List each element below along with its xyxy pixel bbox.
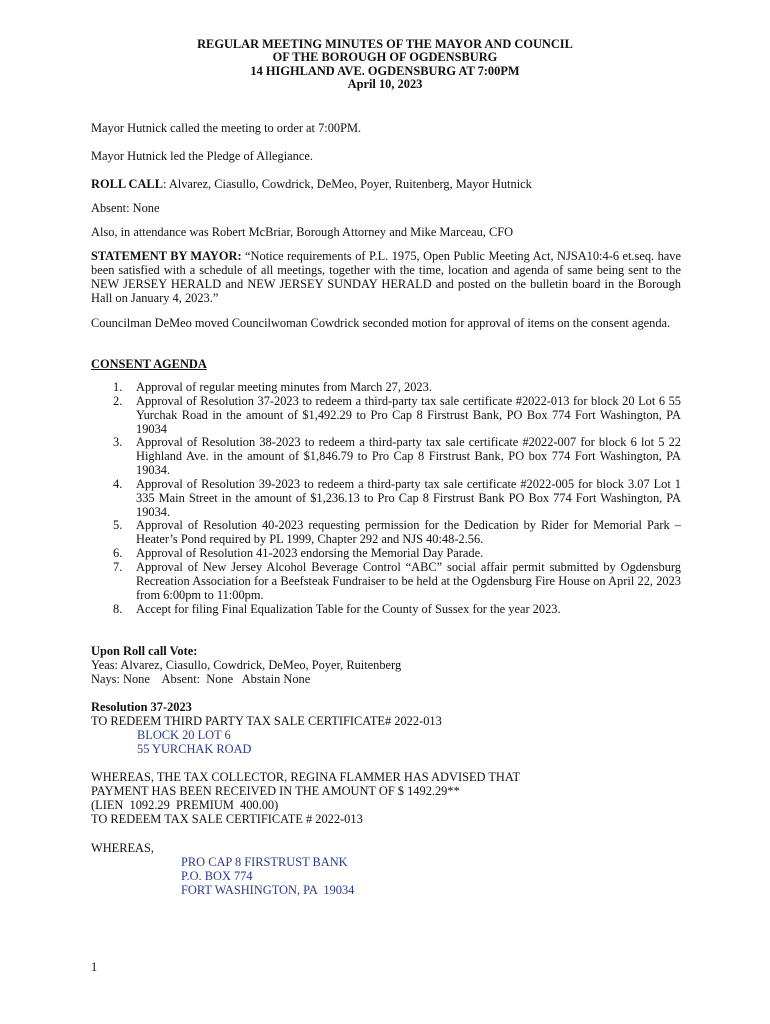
vote-nays: Nays: None Absent: None Abstain None bbox=[91, 672, 311, 686]
list-item: 3. Approval of Resolution 38-2023 to redeem a third-party tax sale certificate #2022-007 for block 6 lot 5 22 Highland Ave. in the amount of $1,846.79 to Pro Cap 8 Firstrust Bank, PO box 774 Fort Washington, PA 19034. bbox=[113, 435, 681, 478]
list-item: 4. Approval of Resolution 39-2023 to redeem a third-party tax sale certificate #2022-005 for block 3.07 Lot 1 335 Main Street in the amount of $1,236.13 to Pro Cap 8 Firstrust Bank PO Box 774 Fort Washington, PA 19034. bbox=[113, 476, 681, 519]
resolution-address: 55 YURCHAK ROAD bbox=[137, 742, 252, 756]
mayor-statement bbox=[91, 249, 681, 305]
consent-agenda-heading: CONSENT AGENDA bbox=[91, 357, 207, 371]
whereas-payee bbox=[91, 841, 681, 897]
consent-motion: Councilman DeMeo moved Councilwoman Cowdrick seconded motion for approval of items on the consent agenda. bbox=[91, 316, 671, 330]
header-title-line-3: 14 HIGHLAND AVE. OGDENSBURG AT 7:00PM bbox=[250, 63, 520, 78]
resolution-section bbox=[91, 700, 681, 756]
whereas-label: WHEREAS, bbox=[91, 841, 154, 855]
absent-line: Absent: None bbox=[91, 201, 160, 215]
document-header bbox=[0, 38, 770, 92]
resolution-block: BLOCK 20 LOT 6 bbox=[137, 728, 231, 742]
pledge: Mayor Hutnick led the Pledge of Allegiance. bbox=[91, 149, 313, 163]
payee-po-box: P.O. BOX 774 bbox=[181, 869, 253, 883]
list-item: 8. Accept for filing Final Equalization Table for the County of Sussex for the year 2023. bbox=[113, 601, 561, 616]
whereas-line-4: TO REDEEM TAX SALE CERTIFICATE # 2022-013 bbox=[91, 812, 363, 826]
statement-label: STATEMENT BY MAYOR: bbox=[91, 249, 242, 263]
roll-call bbox=[91, 177, 681, 191]
header-title-line-2: OF THE BOROUGH OF OGDENSBURG bbox=[272, 50, 498, 65]
whereas-line-3: (LIEN 1092.29 PREMIUM 400.00) bbox=[91, 798, 279, 812]
roll-call-label: ROLL CALL bbox=[91, 177, 163, 191]
whereas-line-1: WHEREAS, THE TAX COLLECTOR, REGINA FLAMMER HAS ADVISED THAT bbox=[91, 770, 521, 784]
list-item: 5. Approval of Resolution 40-2023 requesting permission for the Dedication by Rider for Memorial Park – Heater’s Pond required by PL 1999, Chapter 292 and NJS 40:48-2.56. bbox=[113, 518, 681, 547]
list-item: 2. Approval of Resolution 37-2023 to redeem a third-party tax sale certificate #2022-013 for block 20 Lot 6 55 Yurchak Road in the amount of $1,492.29 to Pro Cap 8 Firstrust Bank, PO Box 774 Fort Washington, PA 19034 bbox=[113, 393, 681, 436]
vote-section bbox=[91, 644, 681, 686]
resolution-title: Resolution 37-2023 bbox=[91, 700, 192, 714]
whereas-line-2: PAYMENT HAS BEEN RECEIVED IN THE AMOUNT OF $ 1492.29** bbox=[91, 784, 460, 798]
vote-yeas: Yeas: Alvarez, Ciasullo, Cowdrick, DeMeo, Poyer, Ruitenberg bbox=[91, 658, 402, 672]
payee-name: PRO CAP 8 FIRSTRUST BANK bbox=[181, 855, 348, 869]
header-title-line-1: REGULAR MEETING MINUTES OF THE MAYOR AND COUNCIL bbox=[197, 37, 573, 51]
roll-call-text: : Alvarez, Ciasullo, Cowdrick, DeMeo, Poyer, Ruitenberg, Mayor Hutnick bbox=[162, 177, 532, 191]
consent-agenda-list bbox=[91, 381, 681, 616]
attendance-line: Also, in attendance was Robert McBriar, Borough Attorney and Mike Marceau, CFO bbox=[91, 225, 514, 239]
resolution-subtitle: TO REDEEM THIRD PARTY TAX SALE CERTIFICATE# 2022-013 bbox=[91, 714, 442, 728]
list-item: 6. Approval of Resolution 41-2023 endorsing the Memorial Day Parade. bbox=[113, 546, 484, 561]
list-item: 7. Approval of New Jersey Alcohol Beverage Control “ABC” social affair permit submitted by Ogdensburg Recreation Association for a Beefsteak Fundraiser to be held at the Ogdensburg Fire House on April 22, 2023 from 6:00pm to 11:00pm. bbox=[113, 559, 681, 602]
call-to-order: Mayor Hutnick called the meeting to order at 7:00PM. bbox=[91, 121, 362, 135]
vote-title: Upon Roll call Vote: bbox=[91, 644, 198, 658]
statement-text: “Notice requirements of P.L. 1975, Open Public Meeting Act, NJSA10:4-6 et.seq. have been satisfied with a schedule of all meetings, together with the time, location and agenda of same being sent to the NEW JERSEY HERALD and NEW JERSEY SUNDAY HERALD and posted on the bulletin board in the Borough Hall on January 4, 2023.” bbox=[91, 249, 681, 305]
whereas-payment bbox=[91, 770, 681, 826]
payee-city: FORT WASHINGTON, PA 19034 bbox=[181, 883, 355, 897]
header-date: April 10, 2023 bbox=[347, 77, 423, 92]
page-number: 1 bbox=[91, 960, 98, 974]
list-item: 1. Approval of regular meeting minutes from March 27, 2023. bbox=[113, 380, 432, 394]
consent-agenda-title bbox=[91, 357, 681, 371]
